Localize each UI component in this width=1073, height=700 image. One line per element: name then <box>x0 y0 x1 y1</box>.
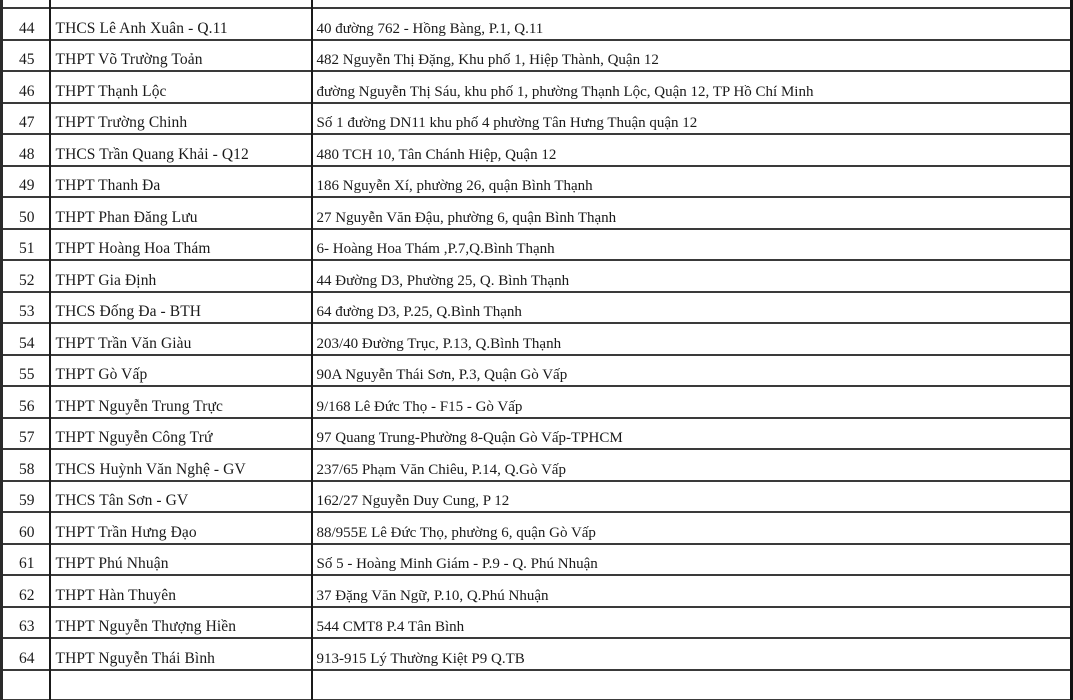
table-row <box>2 8 1072 40</box>
table-row <box>2 355 1072 387</box>
row-number <box>2 0 50 8</box>
row-number: 54 <box>2 323 50 355</box>
school-name: THPT Thanh Đa <box>50 166 312 198</box>
school-name: THCS Trần Quang Khải - Q12 <box>50 134 312 166</box>
school-address: Số 5 - Hoàng Minh Giám - P.9 - Q. Phú Nhuận <box>312 544 1072 576</box>
school-name: THPT Nguyễn Thái Bình <box>50 638 312 670</box>
row-number: 45 <box>2 40 50 72</box>
school-name: THPT Gia Định <box>50 260 312 292</box>
table-row <box>2 134 1072 166</box>
table-row <box>2 197 1072 229</box>
row-number: 48 <box>2 134 50 166</box>
row-number: 63 <box>2 607 50 639</box>
table-body <box>2 0 1072 699</box>
school-name: THPT Trần Hưng Đạo <box>50 512 312 544</box>
school-address: 9/168 Lê Đức Thọ - F15 - Gò Vấp <box>312 386 1072 418</box>
school-name: THPT Nguyễn Trung Trực <box>50 386 312 418</box>
school-name: THPT Hoàng Hoa Thám <box>50 229 312 261</box>
school-name: THPT Nguyễn Công Trứ <box>50 418 312 450</box>
school-address: 27 Nguyễn Văn Đậu, phường 6, quận Bình Thạnh <box>312 197 1072 229</box>
school-address: 90A Nguyễn Thái Sơn, P.3, Quận Gò Vấp <box>312 355 1072 387</box>
row-number: 57 <box>2 418 50 450</box>
school-address: 913-915 Lý Thường Kiệt P9 Q.TB <box>312 638 1072 670</box>
school-name: THPT Hàn Thuyên <box>50 575 312 607</box>
table-row <box>2 103 1072 135</box>
school-name <box>50 670 312 700</box>
table-row-partial <box>2 0 1072 8</box>
table-row-partial <box>2 670 1072 700</box>
school-name: THPT Võ Trường Toản <box>50 40 312 72</box>
table-row <box>2 71 1072 103</box>
table-row <box>2 386 1072 418</box>
school-address: 482 Nguyễn Thị Đặng, Khu phố 1, Hiệp Thành, Quận 12 <box>312 40 1072 72</box>
school-address: 88/955E Lê Đức Thọ, phường 6, quận Gò Vấp <box>312 512 1072 544</box>
school-address: đường Nguyễn Thị Sáu, khu phố 1, phường Thạnh Lộc, Quận 12, TP Hồ Chí Minh <box>312 71 1072 103</box>
school-address: 237/65 Phạm Văn Chiêu, P.14, Q.Gò Vấp <box>312 449 1072 481</box>
school-address <box>312 670 1072 700</box>
row-number: 50 <box>2 197 50 229</box>
row-number: 61 <box>2 544 50 576</box>
school-address: 162/27 Nguyễn Duy Cung, P 12 <box>312 481 1072 513</box>
school-name: THPT Gò Vấp <box>50 355 312 387</box>
row-number: 56 <box>2 386 50 418</box>
row-number: 51 <box>2 229 50 261</box>
row-number: 47 <box>2 103 50 135</box>
school-name: THPT Trường Chinh <box>50 103 312 135</box>
school-address: 97 Quang Trung-Phường 8-Quận Gò Vấp-TPHCM <box>312 418 1072 450</box>
school-address: Số 1 đường DN11 khu phố 4 phường Tân Hưng Thuận quận 12 <box>312 103 1072 135</box>
school-address: 203/40 Đường Trục, P.13, Q.Bình Thạnh <box>312 323 1072 355</box>
row-number: 55 <box>2 355 50 387</box>
school-name: THCS Huỳnh Văn Nghệ - GV <box>50 449 312 481</box>
school-name: THCS Tân Sơn - GV <box>50 481 312 513</box>
school-name: THPT Nguyễn Thượng Hiền <box>50 607 312 639</box>
school-address: 6- Hoàng Hoa Thám ,P.7,Q.Bình Thạnh <box>312 229 1072 261</box>
table-row <box>2 229 1072 261</box>
table-row <box>2 260 1072 292</box>
row-number: 52 <box>2 260 50 292</box>
school-address: 44 Đường D3, Phường 25, Q. Bình Thạnh <box>312 260 1072 292</box>
school-name: THCS Lê Anh Xuân - Q.11 <box>50 8 312 40</box>
school-address <box>312 0 1072 8</box>
school-name <box>50 0 312 8</box>
table-row <box>2 638 1072 670</box>
school-address: 544 CMT8 P.4 Tân Bình <box>312 607 1072 639</box>
row-number: 49 <box>2 166 50 198</box>
school-address: 480 TCH 10, Tân Chánh Hiệp, Quận 12 <box>312 134 1072 166</box>
row-number: 64 <box>2 638 50 670</box>
school-name: THPT Phú Nhuận <box>50 544 312 576</box>
school-name: THPT Trần Văn Giàu <box>50 323 312 355</box>
table-row <box>2 323 1072 355</box>
table-row <box>2 449 1072 481</box>
row-number: 44 <box>2 8 50 40</box>
school-name: THPT Phan Đăng Lưu <box>50 197 312 229</box>
table-row <box>2 40 1072 72</box>
row-number: 59 <box>2 481 50 513</box>
table-row <box>2 512 1072 544</box>
row-number: 53 <box>2 292 50 324</box>
table-row <box>2 607 1072 639</box>
school-address: 64 đường D3, P.25, Q.Bình Thạnh <box>312 292 1072 324</box>
table-row <box>2 481 1072 513</box>
table-row <box>2 418 1072 450</box>
table-row <box>2 292 1072 324</box>
school-address: 37 Đặng Văn Ngữ, P.10, Q.Phú Nhuận <box>312 575 1072 607</box>
row-number: 60 <box>2 512 50 544</box>
row-number <box>2 670 50 700</box>
table-row <box>2 575 1072 607</box>
row-number: 58 <box>2 449 50 481</box>
row-number: 46 <box>2 71 50 103</box>
table-row <box>2 544 1072 576</box>
school-address: 40 đường 762 - Hồng Bàng, P.1, Q.11 <box>312 8 1072 40</box>
row-number: 62 <box>2 575 50 607</box>
school-name: THPT Thạnh Lộc <box>50 71 312 103</box>
school-name: THCS Đống Đa - BTH <box>50 292 312 324</box>
table-row <box>2 166 1072 198</box>
school-address: 186 Nguyễn Xí, phường 26, quận Bình Thạnh <box>312 166 1072 198</box>
